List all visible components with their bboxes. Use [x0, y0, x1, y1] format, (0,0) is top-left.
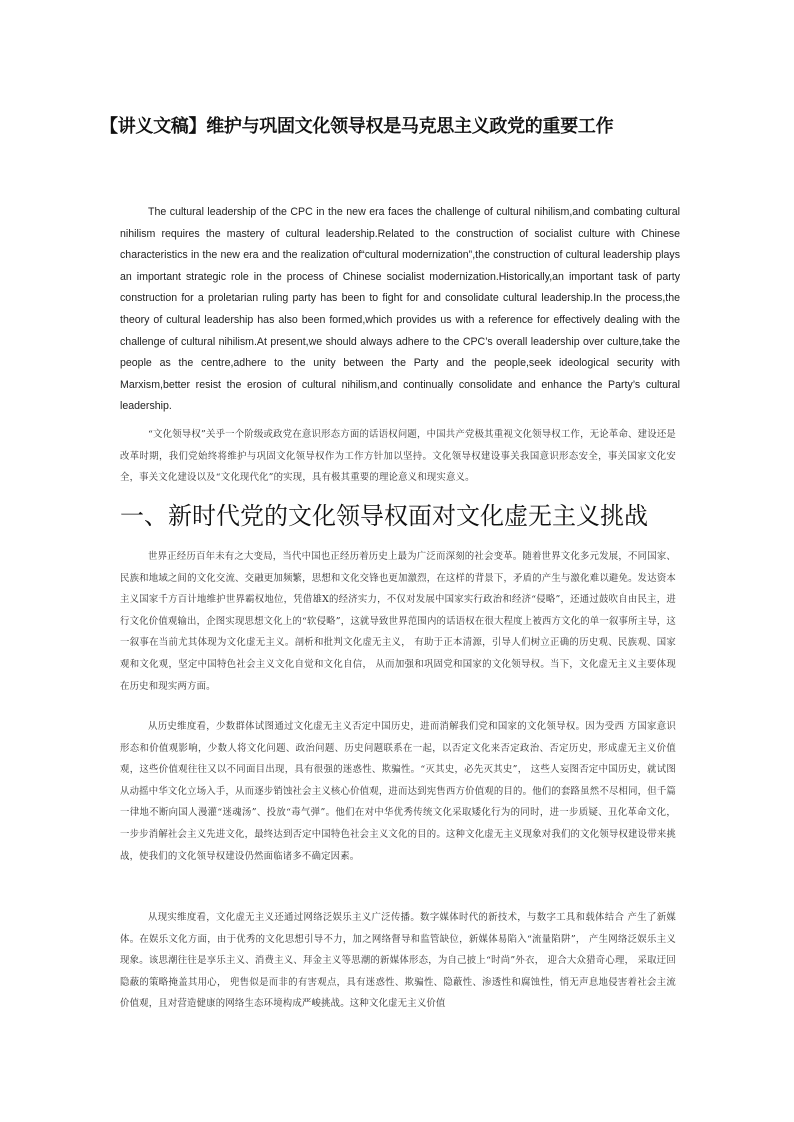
- body-paragraph-2: 从历史维度看，少数群体试图通过文化虚无主义否定中国历史，进而消解我们党和国家的文化领导权。因为受西 方国家意识形态和价值观影响，少数人将文化问题、政治问题、历史问题联系在一起，以否定文化来否定政治、否定历史，形成虚无主义价值观，这些价值观往往又以不同面目出现，具有很强的迷惑性、欺骗性。“灭其史，必先灭其史”， 这些人妄图否定中国历史，就试图从动摇中华文化立场入手，从而逐步销蚀社会主义核心价值观，进而达到宪售西方价值观的目的。他们的套路虽然不尽相同，但千篇一律地不断向国人漫灌“迷魂汤”、投放“毒气弹”。他们在对中华优秀传统文化采取矮化行为的同时，进一步质疑、丑化革命文化，一步步消解社会主义先进文化，最终达到否定中国特色社会主义文化的目的。这种文化虚无主义现象对我们的文化领导权建设带来挑战，使我们的文化领导权建设仍然面临诸多不确定因素。: [120, 721, 676, 862]
- body-paragraph-1: 世界正经历百年未有之大变局，当代中国也正经历着历史上最为广泛而深刻的社会变革。随着世界文化多元发展，不同国家、民族和地域之间的文化交流、交融更加频繁，思想和文化交锋也更加激烈，在这样的背景下，矛盾的产生与激化难以避免。发达资本主义国家千方百计地维护世界霸权地位，凭借雄X的经济实力，不仅对发展中国家实行政治和经济“侵略”，还通过鼓吹自由民主，进行文化价值观输出，企图实现思想文化上的“软侵略”，这就导致世界范围内的话语权在很大程度上被西方文化的单一叙事所主导，这一叙事在当前尤其体现为文化虚无主义。剖析和批判文化虚无主义， 有助于正本清源，引导人们树立正确的历史观、民族观、国家观和文化观，坚定中国特色社会主义文化自觉和文化自信， 从而加强和巩固党和国家的文化领导权。当下，文化虚无主义主要体现在历史和现实两方面。: [120, 551, 676, 692]
- english-abstract: The cultural leadership of the CPC in the new era faces the challenge of cultural nihilism,and combating cultural nihilism requires the mastery of cultural leadership.Related to the construction of socialist culture with Chinese characteristics in the new era and the realization of“cultural modernization”,the construction of cultural leadership plays an important strategic role in the process of Chinese socialist modernization.Historically,an important task of party construction for a proletarian ruling party has been to fight for and consolidate cultural leadership.In the process,the theory of cultural leadership has also been formed,which provides us with a reference for effectively dealing with the challenge of cultural nihilism.At present,we should always adhere to the CPC’s overall leadership over culture,take the people as the centre,adhere to the unity between the Party and the people,seek ideological security with Marxism,better resist the erosion of cultural nihilism,and continually consolidate and enhance the Party’s cultural leadership.: [120, 206, 680, 413]
- section-heading: 一、新时代党的文化领导权面对文化虚无主义挑战: [120, 502, 648, 530]
- body-paragraph-3: 从现实维度看，文化虚无主义还通过网络泛娱乐主义广泛传播。数字媒体时代的新技术，与数字工具和载体结合 产生了新媒体。在娱乐文化方面，由于优秀的文化思想引导不力，加之网络督导和监管缺位，新媒体易陷入“流量陷阱”， 产生网络泛娱乐主义现象。该思潮往往是享乐主义、消费主义、拜金主义等思潮的新媒体形态，为自己披上“时尚”外衣， 迎合大众猎奇心理， 采取迂回隐蔽的策略掩盖其用心， 兜售似是而非的有害观点，具有迷惑性、欺骗性、隐蔽性、渗透性和腐蚀性，悄无声息地侵害着社会主流价值观，且对营造健康的网络生态环境构成严峻挑战。这种文化虚无主义价值: [120, 912, 676, 1010]
- intro-paragraph: “文化领导权”关乎一个阶级或政党在意识形态方面的话语权问题，中国共产党极其重视文化领导权工作，无论革命、建设还是改革时期，我们党始终将维护与巩固文化领导权作为工作方针加以坚持。文化领导权建设事关我国意识形态安全，事关国家文化安全，事关文化建设以及“文化现代化”的实现，具有极其重要的理论意义和现实意义。: [120, 429, 676, 484]
- document-title: 【讲义文稿】维护与巩固文化领导权是马克思主义政党的重要工作: [100, 116, 614, 137]
